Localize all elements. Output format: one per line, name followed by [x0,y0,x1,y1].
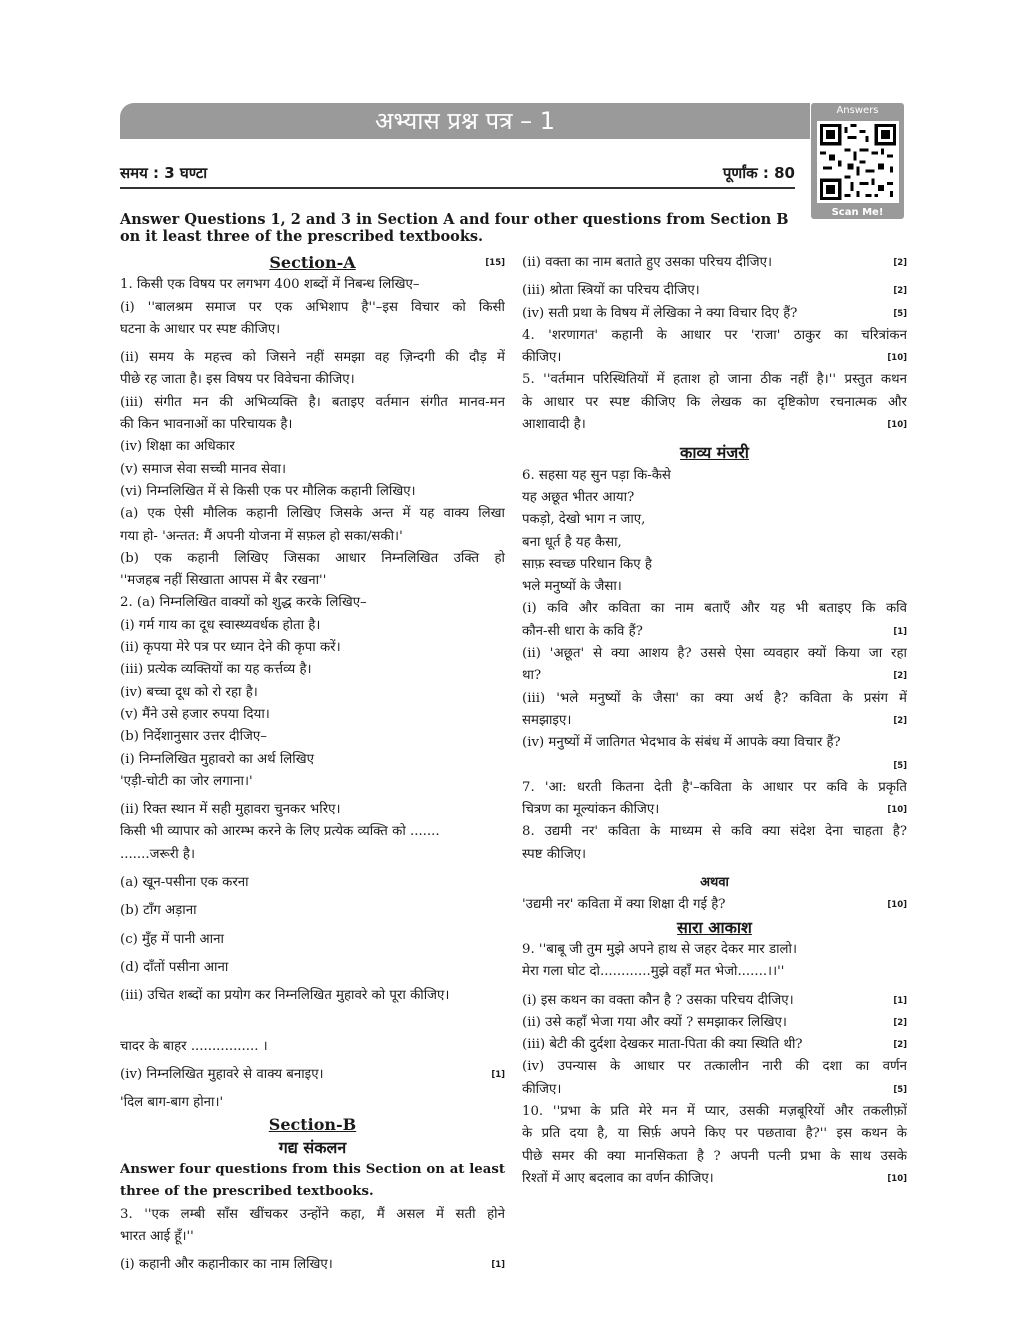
question-line [522,894,907,916]
question-line: (b) निर्देशानुसार उत्तर दीजिए– [120,729,267,745]
question-line: 'एड़ी-चोटी का जोर लगाना।' [120,773,253,789]
section-b-heading: Section-B [268,1115,357,1135]
question-line: (a) खून-पसीना एक करना [120,875,249,891]
question-line [522,665,907,687]
exam-time: समय : 3 घण्टा [120,164,208,182]
right-column [522,252,907,1190]
marks-label: [1] [491,1260,505,1271]
question-line: भारत आई हूँ।'' [120,1228,194,1244]
qr-answers-box[interactable] [811,103,904,219]
marks-label: [2] [893,671,907,682]
question-line: 9. ''बाबू जी तुम मुझे अपने हाथ से जहर देकर मार डालो। [522,941,798,957]
marks-label: [5] [893,308,907,319]
question-line [522,1168,907,1190]
question-text: (ii) उसे कहाँ भेजा गया और क्यों ? समझाकर लिखिए। [522,1014,787,1030]
question-text: आशावादी है। [522,417,586,433]
question-line: (ii) समय के महत्त्व को जिसने नहीं समझा वह ज़िन्दगी की दौड़ में [120,350,505,366]
question-line: (ii) रिक्त स्थान में सही मुहावरा चुनकर भरिए। [120,802,341,818]
section-a-heading [120,252,505,274]
marks-label: [2] [893,1017,907,1028]
marks-label: [5] [893,760,907,771]
question-line: पीछे समर की क्या मानसिकता है ? अपनी पत्नी प्रभा के साथ उसके [522,1148,907,1164]
question-line: (i) गर्म गाय का दूध स्वास्थ्यवर्धक होता है। [120,617,321,633]
exam-instructions: Answer Questions 1, 2 and 3 in Section A and four other questions from Section B on it least three of the prescribed textbooks. [120,211,789,245]
marks-label: [2] [893,715,907,726]
section-b-instruction: three of the prescribed textbooks. [120,1184,374,1200]
question-line: स्पष्ट कीजिए। [522,846,587,862]
question-text: 'उद्यमी नर' कविता में क्या शिक्षा दी गई है? [522,897,726,913]
exam-meta [120,163,795,189]
marks-label: [1] [491,1069,505,1080]
marks-label: [10] [887,805,907,816]
question-line: 7. 'आ: धरती कितना देती है'–कविता के आधार पर कवि के प्रकृति [522,779,907,795]
poem-line: पकड़ो, देखो भाग न जाए, [522,512,646,528]
question-line: (iii) संगीत मन की अभिव्यक्ति है। बताइए वर्तमान संगीत मानव-मन [120,394,505,410]
page-title: अभ्यास प्रश्न पत्र – 1 [120,103,810,139]
qr-code-icon [817,121,899,203]
marks-label: [10] [887,420,907,431]
question-line: (iv) बच्चा दूध को रो रहा है। [120,684,258,700]
question-line: (i) ''बालश्रम समाज पर एक अभिशाप है''–इस विचार को किसी [120,299,505,315]
question-line: (iv) शिक्षा का अधिकार [120,439,235,455]
question-line: (c) मुँह में पानी आना [120,931,224,947]
qr-answers-label: Answers [836,105,879,116]
question-line: (iv) उपन्यास के आधार पर तत्कालीन नारी की दशा का वर्णन [522,1059,907,1075]
question-line: (v) मैंने उसे हजार रुपया दिया। [120,706,270,722]
gadya-heading: गद्य संकलन [278,1137,347,1157]
question-line: मेरा गला घोट दो............मुझे वहाँ मत भेजो.......।।'' [522,964,785,980]
left-column [120,252,505,1276]
question-text: था? [522,668,542,684]
qr-scan-label: Scan Me! [831,207,884,218]
marks-label: [10] [887,900,907,911]
question-text: (iv) निम्नलिखित मुहावरे से वाक्य बनाइए। [120,1066,324,1082]
question-line: किसी भी व्यापार को आरम्भ करने के लिए प्रत्येक व्यक्ति को ....... [120,824,440,840]
athva-label: अथवा [700,875,729,891]
question-line: (iii) उचित शब्दों का प्रयोग कर निम्नलिखित मुहावरे को पूरा कीजिए। [120,988,450,1004]
poem-line: बना धूर्त है यह कैसा, [522,534,622,550]
sara-akash-heading: सारा आकाश [677,917,752,937]
question-text: कौन-सी धारा के कवि हैं? [522,623,643,639]
question-line [522,1034,907,1056]
question-line: के प्रति दया है, या सिर्फ़ अपने किए पर पछतावा है?'' इस कथन के [522,1126,907,1142]
question-line: 4. 'शरणागत' कहानी के आधार पर 'राजा' ठाकुर का चरित्रांकन [522,327,907,343]
question-line [120,1064,505,1086]
question-text: चित्रण का मूल्यांकन कीजिए। [522,802,660,818]
question-line: (b) एक कहानी लिखिए जिसका आधार निम्नलिखित उक्ति हो [120,550,505,566]
question-line: (v) समाज सेवा सच्ची मानव सेवा। [120,461,287,477]
question-line: चादर के बाहर ................ । [120,1038,268,1054]
question-line: 1. किसी एक विषय पर लगभग 400 शब्दों में निबन्ध लिखिए– [120,277,420,293]
question-line: पीछे रह जाता है। इस विषय पर विवेचना कीजिए। [120,372,355,388]
marks-label: [10] [887,1173,907,1184]
question-text: (iv) सती प्रथा के विषय में लेखिका ने क्या विचार दिए हैं? [522,305,798,321]
question-text: (i) कहानी और कहानीकार का नाम लिखिए। [120,1257,333,1273]
question-line: (iii) प्रत्येक व्यक्तियों का यह कर्त्तव्य है। [120,662,312,678]
question-line: (d) दाँतों पसीना आना [120,959,229,975]
section-a-marks: [15] [485,258,505,268]
question-text: समझाइए। [522,712,572,728]
exam-total-marks: पूर्णांक : 80 [722,164,795,182]
kavya-manjari-heading: काव्य मंजरी [680,443,749,463]
question-line [522,799,907,821]
question-line: (ii) कृपया मेरे पत्र पर ध्यान देने की कृपा करें। [120,640,341,656]
question-line: (i) कवि और कविता का नाम बताएँ और यह भी बताइए कि कवि [522,601,907,617]
section-b-instruction: Answer four questions from this Section on at least [120,1161,505,1177]
question-line [522,755,907,777]
question-line: घटना के आधार पर स्पष्ट कीजिए। [120,321,281,337]
marks-label: [2] [893,258,907,268]
question-line: (iv) मनुष्यों में जातिगत भेदभाव के संबंध में आपके क्या विचार हैं? [522,735,841,751]
question-line: गया हो- 'अन्तत: मैं अपनी योजना में सफ़ल हो सका/सकी।' [120,528,403,544]
question-text: (i) इस कथन का वक्ता कौन है ? उसका परिचय दीजिए। [522,992,794,1008]
question-line: (b) टाँग अड़ाना [120,903,197,919]
question-line: (vi) निम्नलिखित में से किसी एक पर मौलिक कहानी लिखिए। [120,483,416,499]
question-line [522,1012,907,1034]
question-line: (a) एक ऐसी मौलिक कहानी लिखिए जिसके अन्त में यह वाक्य लिखा [120,506,505,522]
question-line [120,1254,505,1276]
question-text: (ii) वक्ता का नाम बताते हुए उसका परिचय दीजिए। [522,255,773,270]
poem-line: भले मनुष्यों के जैसा। [522,579,622,595]
question-line: 10. ''प्रभा के प्रति मेरे मन में प्यार, उसकी मज़बूरियों और तकलीफ़ों [522,1103,907,1119]
question-line: की किन भावनाओं का परिचायक है। [120,417,293,433]
question-line: (ii) 'अछूत' से क्या आशय है? उससे ऐसा व्यवहार क्यों किया जा रहा [522,646,907,662]
question-line: (iii) 'भले मनुष्यों के जैसा' का क्या अर्थ है? कविता के प्रसंग में [522,690,907,706]
question-line [522,347,907,369]
poem-line: साफ़ स्वच्छ परिधान किए है [522,556,652,572]
question-text: कीजिए। [522,350,562,366]
question-line: .......जरूरी है। [120,846,195,862]
question-text: कीजिए। [522,1081,562,1097]
question-text: (iii) बेटी की दुर्दशा देखकर माता-पिता की क्या स्थिति थी? [522,1037,803,1053]
question-text: (iii) श्रोता स्त्रियों का परिचय दीजिए। [522,283,700,299]
question-line [522,990,907,1012]
marks-label: [1] [893,626,907,637]
question-line [522,1079,907,1101]
marks-label: [2] [893,286,907,297]
marks-label: [5] [893,1084,907,1095]
question-line: 3. ''एक लम्बी साँस खींचकर उन्होंने कहा, मैं असल में सती होने [120,1206,505,1222]
question-text: रिश्तों में आए बदलाव का वर्णन कीजिए। [522,1170,714,1186]
question-line: 5. ''वर्तमान परिस्थितियों में हताश हो जाना ठीक नहीं है।'' प्रस्तुत कथन [522,372,907,388]
section-a-title: Section-A [269,253,356,272]
question-line: 2. (a) निम्नलिखित वाक्यों को शुद्ध करके लिखिए– [120,595,367,611]
question-line [522,414,907,436]
poem-line: यह अछूत भीतर आया? [522,489,635,505]
question-line: 'दिल बाग-बाग होना।' [120,1095,224,1111]
marks-label: [10] [887,353,907,364]
question-line [522,710,907,732]
question-line: (i) निम्नलिखित मुहावरो का अर्थ लिखिए [120,751,314,767]
marks-label: [2] [893,1040,907,1051]
marks-label: [1] [893,995,907,1006]
question-line: ''मजहब नहीं सिखाता आपस में बैर रखना'' [120,573,327,589]
question-line [522,252,907,274]
question-line [522,621,907,643]
question-line [522,303,907,325]
question-line: 8. उद्यमी नर' कविता के माध्यम से कवि क्या संदेश देना चाहता है? [522,824,907,840]
question-line: के आधार पर स्पष्ट कीजिए कि लेखक का दृष्टिकोण रचनात्मक और [522,394,907,410]
question-line: 6. सहसा यह सुन पड़ा कि-कैसे [522,467,671,483]
question-line [522,280,907,302]
